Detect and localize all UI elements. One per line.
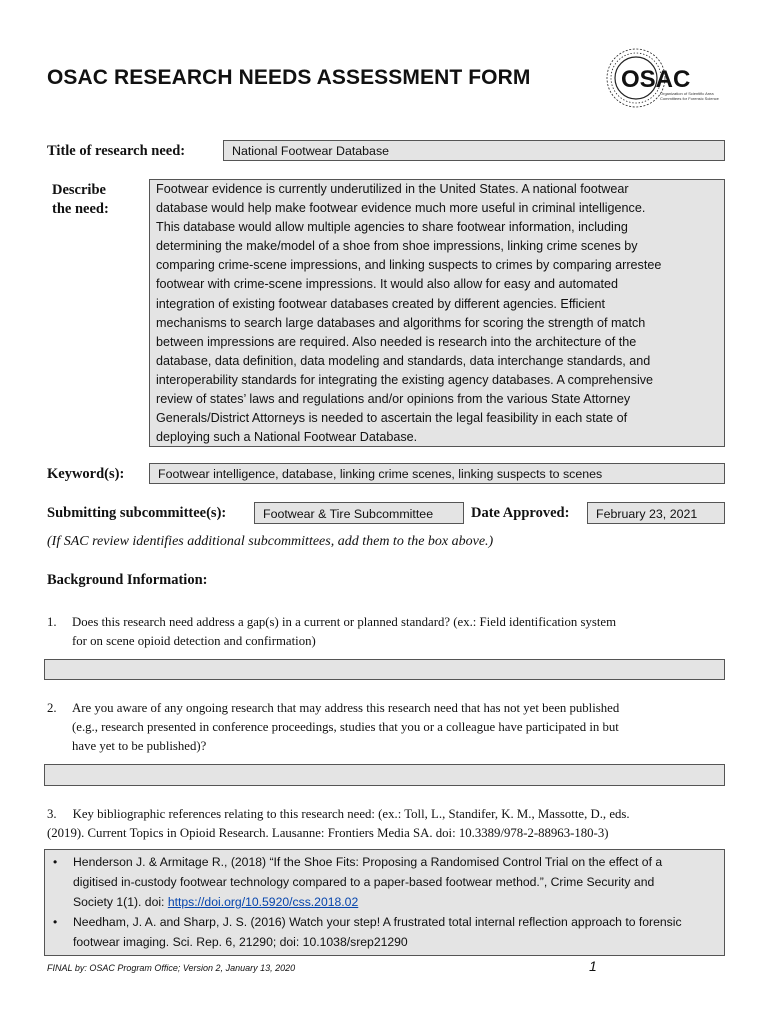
describe-need-field[interactable] [149,179,725,447]
references-field[interactable] [44,849,725,956]
reference-doi-link[interactable]: https://doi.org/10.5920/css.2018.02 [167,895,359,909]
logo-wordmark: OSAC [621,66,691,93]
need-line: Generals/District Attorneys is needed to ascertain the legal feasibility in each state of [156,411,628,426]
need-line: database would help make footwear evidence much more useful in criminal intelligence. [156,201,646,216]
footer-version: FINAL by: OSAC Program Office; Version 2, January 13, 2020 [47,963,296,973]
reference-line [73,892,716,912]
need-line: deploying such a National Footwear Database. [156,430,418,445]
question-2-line: Are you aware of any ongoing research that may address this research need that has not yet been published [72,701,620,715]
describe-label-line-2: the need: [52,201,109,217]
question-1-number: 1. [47,615,57,629]
sac-review-note: (If SAC review identifies additional subcommittees, add them to the box above.) [47,534,494,549]
question-1-answer-field[interactable] [44,659,725,680]
reference-line: • Henderson J. & Armitage R., (2018) “If the Shoe Fits: Proposing a Randomised Control Trial on the effect of a [73,855,663,869]
question-1-line: for on scene opioid detection and confirmation) [72,634,316,648]
need-line: This database would allow multiple agencies to share footwear information, including [156,220,628,235]
subcommittee-field[interactable]: Footwear & Tire Subcommittee [254,502,464,524]
need-line: between impressions are required. Also needed is research into the architecture of the [156,334,637,349]
title-of-need-field[interactable]: National Footwear Database [223,140,725,161]
logo-subtext-2: Committees for Forensic Science [660,96,719,101]
reference-item [73,912,716,952]
logo-subtext-1: Organization of Scientific Area [660,91,714,96]
question-1 [47,613,727,651]
need-line: Footwear evidence is currently underutilized in the United States. A national footwear [156,182,629,196]
reference-item [73,852,716,912]
need-line: mechanisms to search large databases and algorithms for scoring the strength of match [156,315,646,330]
question-2-answer-field[interactable] [44,764,725,786]
keywords-label: Keyword(s): [47,466,125,482]
reference-line: digitised in-custody footwear technology compared to a paper-based footwear method.”, Crime Security and [73,875,655,889]
question-2-line: have yet to be published)? [72,739,207,753]
need-line: interoperability standards for integrating the existing agency databases. A comprehensive [156,372,654,387]
question-3 [47,805,737,843]
osac-logo [604,46,724,110]
page-title: OSAC RESEARCH NEEDS ASSESSMENT FORM [47,66,531,89]
reference-line: • Needham, J. A. and Sharp, J. S. (2016) Watch your step! A frustrated total internal reflection approach to forensic [73,915,682,929]
need-line: comparing crime-scene impressions, and linking suspects to crimes by comparing arrestee [156,258,662,273]
date-approved-label: Date Approved: [471,505,570,521]
need-line: database, data definition, data modeling and standards, data interchange standards, and [156,353,651,368]
question-3-line: (2019). Current Topics in Opioid Research. Lausanne: Frontiers Media SA. doi: 10.3389/978-2-88963-180-3) [47,826,609,840]
question-2-line: (e.g., research presented in conference proceedings, studies that you or a colleague have participated in but [72,720,619,734]
date-approved-field[interactable]: February 23, 2021 [587,502,725,524]
background-heading: Background Information: [47,572,208,588]
keywords-field[interactable]: Footwear intelligence, database, linking crime scenes, linking suspects to scenes [149,463,725,484]
osac-logo-icon [604,46,724,110]
need-line: determining the make/model of a shoe from shoe impressions, linking crime scenes by [156,239,638,254]
need-line: footwear with crime-scene impressions. It would also allow for easy and automated [156,277,618,292]
describe-need-label [52,181,109,219]
question-2-number: 2. [47,701,57,715]
reference-line: footwear imaging. Sci. Rep. 6, 21290; doi: 10.1038/srep21290 [73,935,408,949]
subcommittee-label: Submitting subcommittee(s): [47,505,227,521]
question-3-line: 3. Key bibliographic references relating to this research need: (ex.: Toll, L., Standifer, K. M., Massotte, D., eds. [47,807,630,821]
question-1-line: Does this research need address a gap(s) in a current or planned standard? (ex.: Field identification system [72,615,617,629]
title-of-need-label: Title of research need: [47,143,186,159]
need-line: review of states’ laws and regulations and/or opinions from the various State Attorney [156,392,631,407]
describe-label-line-1: Describe [52,182,106,198]
question-2 [47,699,727,756]
reference-doi-prefix: Society 1(1). doi: [73,895,168,909]
need-line: integration of existing footwear databases created by different agencies. Efficient [156,296,605,311]
page-number: 1 [589,958,597,974]
